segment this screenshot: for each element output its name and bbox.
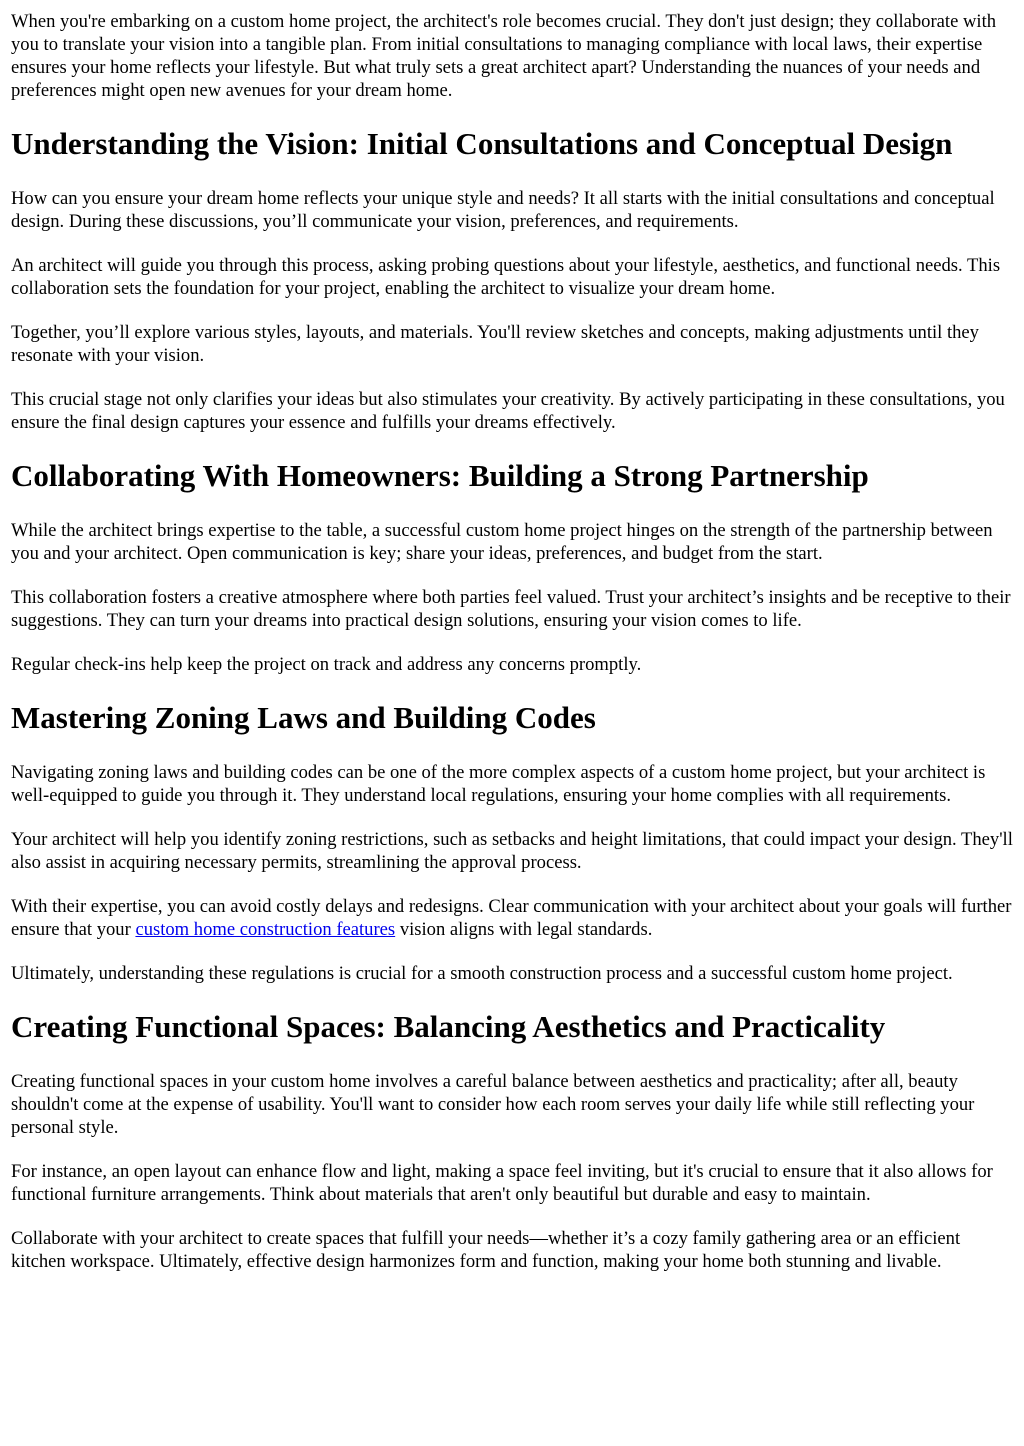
paragraph: How can you ensure your dream home reflects your unique style and needs? It all starts with the initial consultations and conceptual design. During these discussions, you’ll communicate your vision, preferences, and requirements. bbox=[11, 188, 995, 232]
link-paragraph-after: vision aligns with legal standards. bbox=[395, 919, 653, 940]
section-heading-collaborating: Collaborating With Homeowners: Building a Strong Partnership bbox=[11, 458, 869, 493]
paragraph: This collaboration fosters a creative atmosphere where both parties feel valued. Trust your architect’s insights and be receptive to their suggestions. They can turn your dreams into practical design solutions, ensuring your vision comes to life. bbox=[11, 587, 1011, 631]
paragraph: For instance, an open layout can enhance flow and light, making a space feel inviting, but it's crucial to ensure that it also allows for functional furniture arrangements. Think about materials that aren't only beautiful but durable and easy to maintain. bbox=[11, 1161, 993, 1205]
section-heading-vision: Understanding the Vision: Initial Consultations and Conceptual Design bbox=[11, 126, 953, 161]
paragraph: Navigating zoning laws and building codes can be one of the more complex aspects of a custom home project, but your architect is well-equipped to guide you through it. They understand local regulations, ensuring your home complies with all requirements. bbox=[11, 762, 986, 806]
paragraph: An architect will guide you through this process, asking probing questions about your lifestyle, aesthetics, and functional needs. This collaboration sets the foundation for your project, enabling the architect to visualize your dream home. bbox=[11, 255, 1001, 299]
link-paragraph-before: With their expertise, you can avoid costly delays and redesigns. Clear communication with your architect about your goals will further ensure that your bbox=[11, 896, 1012, 940]
paragraph: Together, you’ll explore various styles, layouts, and materials. You'll review sketches and concepts, making adjustments until they resonate with your vision. bbox=[11, 322, 979, 366]
paragraph: Creating functional spaces in your custom home involves a careful balance between aesthetics and practicality; after all, beauty shouldn't come at the expense of usability. You'll want to consider how each room serves your daily life while still reflecting your personal style. bbox=[11, 1071, 975, 1138]
section-heading-zoning: Mastering Zoning Laws and Building Codes bbox=[11, 700, 596, 735]
paragraph: While the architect brings expertise to the table, a successful custom home project hinges on the strength of the partnership between you and your architect. Open communication is key; share your ideas, preferences, and budget from the start. bbox=[11, 520, 993, 564]
paragraph: Your architect will help you identify zoning restrictions, such as setbacks and height limitations, that could impact your design. They'll also assist in acquiring necessary permits, streamlining the approval process. bbox=[11, 829, 1013, 873]
link-paragraph bbox=[11, 895, 1013, 941]
paragraph: This crucial stage not only clarifies your ideas but also stimulates your creativity. By actively participating in these consultations, you ensure the final design captures your essence and fulfills your dreams effectively. bbox=[11, 389, 1005, 433]
intro-paragraph: When you're embarking on a custom home project, the architect's role becomes crucial. They don't just design; they collaborate with you to translate your vision into a tangible plan. From initial consultations to managing compliance with local laws, their expertise ensures your home reflects your lifestyle. But what truly sets a great architect apart? Understanding the nuances of your needs and preferences might open new avenues for your dream home. bbox=[11, 11, 997, 101]
custom-home-construction-link[interactable]: custom home construction features bbox=[135, 919, 396, 940]
paragraph: Regular check-ins help keep the project on track and address any concerns promptly. bbox=[11, 654, 642, 675]
section-heading-functional-spaces: Creating Functional Spaces: Balancing Aesthetics and Practicality bbox=[11, 1009, 886, 1044]
paragraph: Collaborate with your architect to create spaces that fulfill your needs—whether it’s a cozy family gathering area or an efficient kitchen workspace. Ultimately, effective design harmonizes form and function, making your home both stunning and livable. bbox=[11, 1228, 961, 1272]
paragraph: Ultimately, understanding these regulations is crucial for a smooth construction process and a successful custom home project. bbox=[11, 963, 953, 984]
